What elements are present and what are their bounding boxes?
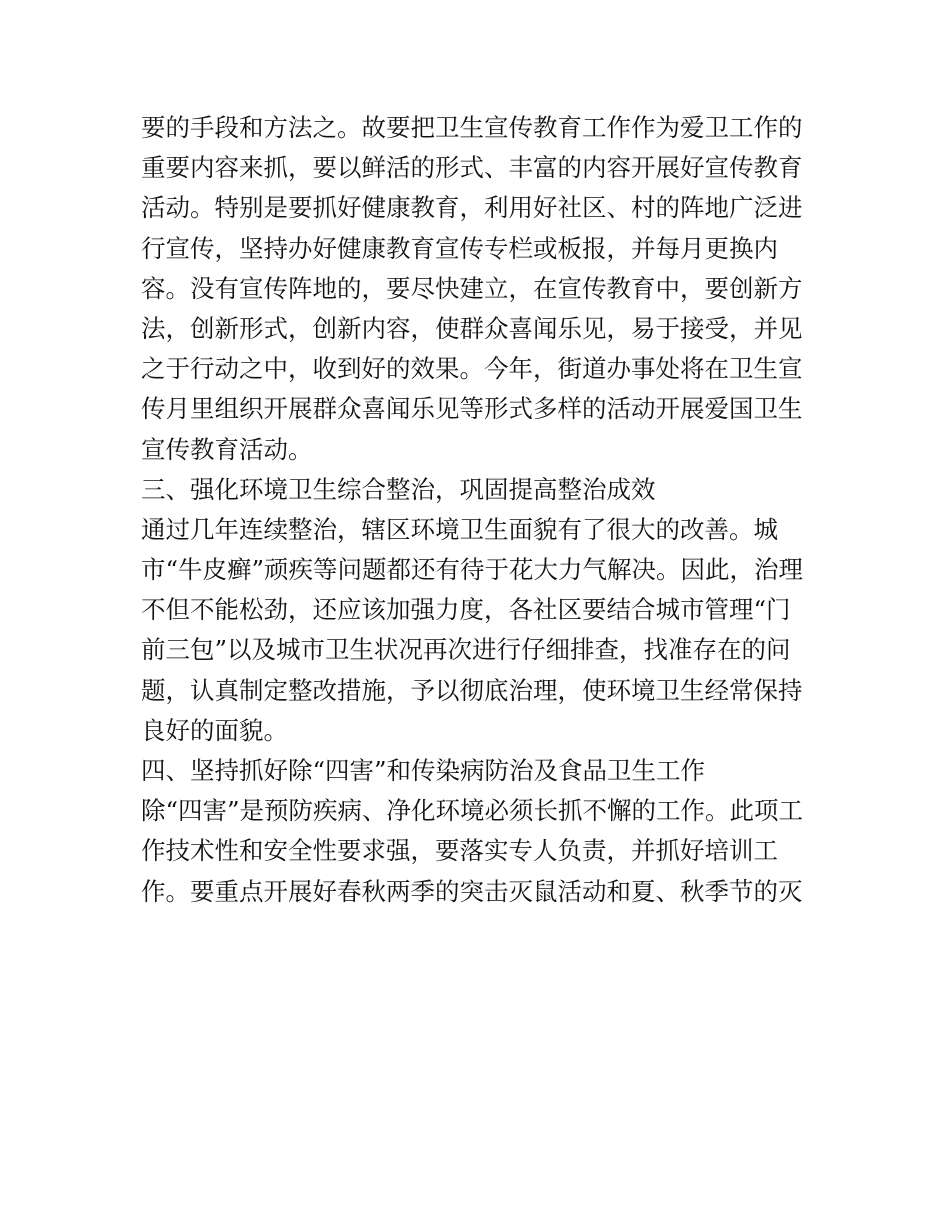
text-line: 传月里组织开展群众喜闻乐见等形式多样的活动开展爱国卫生 [141, 394, 803, 424]
document-body [141, 108, 821, 912]
text-line: 良好的面貌。 [141, 715, 288, 745]
text-line: 宣传教育活动。 [141, 434, 313, 464]
text-line: 市“牛皮癣”顽疾等问题都还有待于花大力气解决。因此，治理 [141, 555, 804, 585]
text-line: 除“四害”是预防疾病、净化环境必须长抓不懈的工作。此项工 [141, 796, 804, 826]
text-line: 通过几年连续整治，辖区环境卫生面貌有了很大的改善。城 [141, 514, 778, 544]
section-heading: 三、强化环境卫生综合整治，巩固提高整治成效 [141, 474, 656, 504]
text-line: 作技术性和安全性要求强，要落实专人负责，并抓好培训工 [141, 836, 778, 866]
text-line: 法，创新形式，创新内容，使群众喜闻乐见，易于接受，并见 [141, 313, 803, 343]
text-line: 重要内容来抓，要以鲜活的形式、丰富的内容开展好宣传教育 [141, 153, 803, 183]
section-heading: 四、坚持抓好除“四害”和传染病防治及食品卫生工作 [141, 756, 706, 785]
text-line: 不但不能松劲，还应该加强力度，各社区要结合城市管理“门 [141, 595, 791, 625]
text-line: 题，认真制定整改措施，予以彻底治理，使环境卫生经常保持 [141, 675, 803, 705]
text-line: 作。要重点开展好春秋两季的突击灭鼠活动和夏、秋季节的灭 [141, 876, 803, 906]
text-line: 要的手段和方法之。故要把卫生宣传教育工作作为爱卫工作的 [141, 113, 803, 142]
text-line: 前三包”以及城市卫生状况再次进行仔细排查，找准存在的问 [141, 635, 791, 665]
text-line: 之于行动之中，收到好的效果。今年，街道办事处将在卫生宣 [141, 354, 803, 384]
text-line: 容。没有宣传阵地的，要尽快建立，在宣传教育中，要创新方 [141, 273, 803, 303]
text-line: 行宣传，坚持办好健康教育宣传专栏或板报，并每月更换内 [141, 233, 778, 263]
text-line: 活动。特别是要抓好健康教育，利用好社区、村的阵地广泛进 [141, 193, 803, 223]
